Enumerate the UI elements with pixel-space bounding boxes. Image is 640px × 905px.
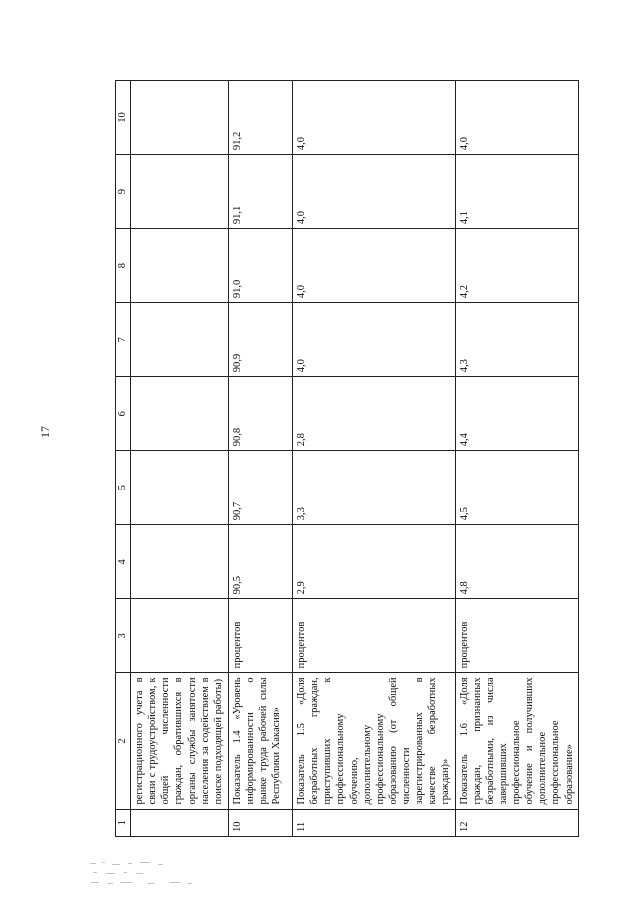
indicator-name: регистрационного учета в связи с трудоустройством, к общей численности граждан, обратившихся в органы службы занятости населения за содействием в поиске подходящей работы) — [131, 673, 229, 809]
unit: процентов — [455, 599, 578, 673]
value-cell — [131, 155, 229, 229]
column-header: 5 — [116, 451, 131, 525]
indicator-name: Показатель 1.4 «Уровень информированности о рынке труда рабочей силы Республики Хакасия» — [229, 673, 293, 809]
value-cell: 90,9 — [229, 303, 293, 377]
value-cell — [131, 525, 229, 599]
column-header: 8 — [116, 229, 131, 303]
value-cell: 4,5 — [455, 451, 578, 525]
indicator-name: Показатель 1.6 «Доля граждан, признанных безработными, из числа завершивших профессиональное обучение и получивших дополнительное профессиональное образование» — [455, 673, 578, 809]
table-container — [115, 80, 575, 837]
value-cell: 4,0 — [293, 155, 456, 229]
value-cell: 4,1 — [455, 155, 578, 229]
table-row — [131, 81, 229, 837]
value-cell: 4,2 — [455, 229, 578, 303]
value-cell: 90,8 — [229, 377, 293, 451]
indicators-table — [115, 80, 579, 837]
value-cell: 90,7 — [229, 451, 293, 525]
value-cell: 4,0 — [455, 81, 578, 155]
scan-noise-mark — [88, 860, 208, 890]
row-number: 12 — [455, 809, 578, 836]
value-cell — [131, 81, 229, 155]
table-row — [229, 81, 293, 837]
value-cell — [131, 303, 229, 377]
table-header-row — [116, 81, 131, 837]
value-cell — [131, 451, 229, 525]
value-cell: 4,0 — [293, 303, 456, 377]
table-row — [455, 81, 578, 837]
page-number: 17 — [38, 426, 52, 438]
column-header: 4 — [116, 525, 131, 599]
value-cell: 91,2 — [229, 81, 293, 155]
column-header: 6 — [116, 377, 131, 451]
column-header: 3 — [116, 599, 131, 673]
value-cell: 3,3 — [293, 451, 456, 525]
row-number: 10 — [229, 809, 293, 836]
value-cell — [131, 229, 229, 303]
column-header: 1 — [116, 809, 131, 836]
value-cell: 2,8 — [293, 377, 456, 451]
value-cell: 2,9 — [293, 525, 456, 599]
value-cell: 4,8 — [455, 525, 578, 599]
column-header: 2 — [116, 673, 131, 809]
value-cell: 91,1 — [229, 155, 293, 229]
table-row — [293, 81, 456, 837]
column-header: 10 — [116, 81, 131, 155]
unit: процентов — [293, 599, 456, 673]
column-header: 7 — [116, 303, 131, 377]
value-cell: 91,0 — [229, 229, 293, 303]
unit: процентов — [229, 599, 293, 673]
unit — [131, 599, 229, 673]
value-cell: 90,5 — [229, 525, 293, 599]
value-cell: 4,0 — [293, 229, 456, 303]
value-cell: 4,4 — [455, 377, 578, 451]
value-cell: 4,3 — [455, 303, 578, 377]
column-header: 9 — [116, 155, 131, 229]
indicator-name: Показатель 1.5 «Доля безработных граждан, приступивших к профессиональному обучению, дополнительному профессиональному образованию (от общей численности зарегистрированных в качестве безработных граждан)» — [293, 673, 456, 809]
row-number: 11 — [293, 809, 456, 836]
rotated-table-frame — [115, 80, 575, 837]
row-number — [131, 809, 229, 836]
value-cell: 4,0 — [293, 81, 456, 155]
value-cell — [131, 377, 229, 451]
